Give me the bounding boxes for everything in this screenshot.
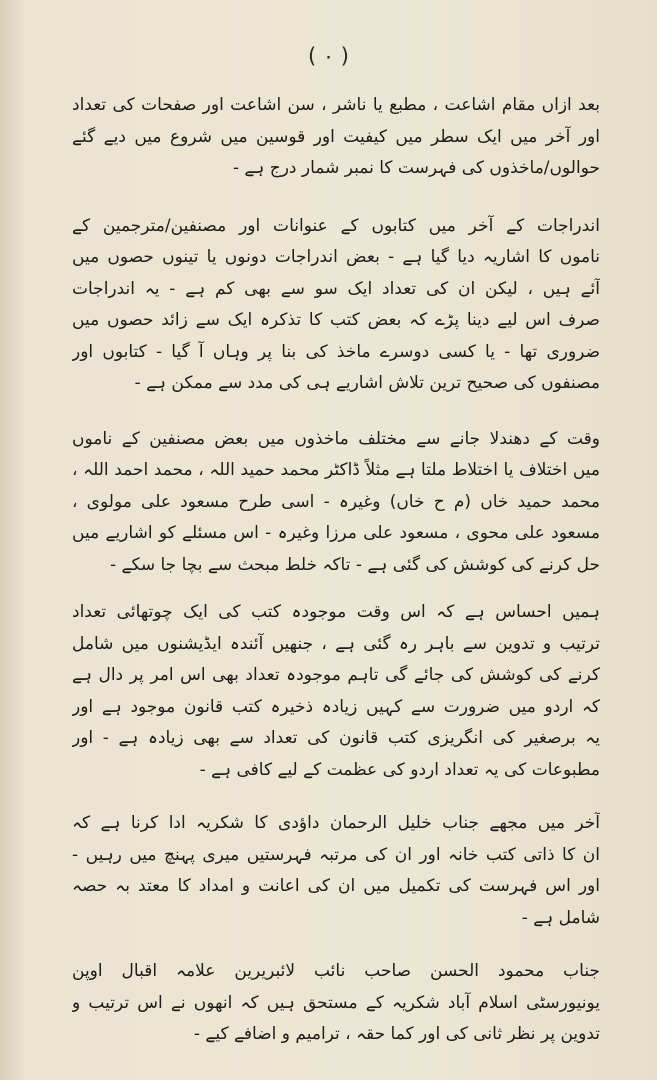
text-line: ہمیں احساس ہے کہ اس وقت موجودہ کتب کی ایک چوتھائی تعداد xyxy=(72,602,600,622)
text-line: تدوین پر نظر ثانی کی اور کما حقہ ، ترامیم و اضافے کیے - xyxy=(193,1024,600,1044)
paragraph-4 xyxy=(72,597,600,786)
text-line: ان کا ذاتی کتب خانہ اور ان کی مرتبہ فہرستیں میری پہنچ میں رہیں - xyxy=(72,844,600,865)
text-line: مطبوعات کی یہ تعداد اردو کی عظمت کے لیے کافی ہے - xyxy=(199,759,600,780)
text-line: مسعود علی محوی ، مسعود علی مرزا وغیرہ - اس مسئلے کو اشاریے میں xyxy=(72,523,600,543)
paragraph-6 xyxy=(72,956,600,1051)
text-line: حوالوں/ماخذوں کی فہرست کا نمبر شمار درج ہے - xyxy=(232,158,600,178)
text-line: ناموں کا اشاریہ دیا گیا ہے - بعض اندراجات دونوں یا تینوں حصوں میں xyxy=(72,247,600,267)
text-line: میں اختلاف یا اختلاط ملتا ہے مثلاً ڈاکٹر محمد حمید اللہ ، محمد احمد اللہ ، xyxy=(72,460,600,480)
paragraph-2 xyxy=(72,211,600,400)
text-line: ضروری تھا - یا کسی دوسرے ماخذ کی بنا پر وہاں آ گیا - کتابوں اور xyxy=(72,341,600,362)
text-line: ترتیب و تدوین سے باہر رہ گئی ہے ، جنھیں آئندہ ایڈیشنوں میں شامل xyxy=(72,633,600,654)
paragraph-3 xyxy=(72,424,600,582)
text-line: آئے ہیں ، لیکن ان کی تعداد ایک سو سے بھی کم ہے - یہ اندراجات xyxy=(72,278,600,299)
text-line: اندراجات کے آخر میں کتابوں کے عنوانات اور مصنفین/مترجمین کے xyxy=(72,215,600,236)
text-line: شامل ہے - xyxy=(521,907,600,928)
text-line: صرف اس لیے دینا پڑے کہ بعض کتب کا تذکرہ ایک سے زائد حصوں میں xyxy=(72,310,600,330)
page-number: ( ۰ ) xyxy=(307,44,349,68)
text-line: بعد ازاں مقام اشاعت ، مطبع یا ناشر ، سن اشاعت اور صفحات کی تعداد xyxy=(72,95,600,115)
text-line: اور اس فہرست کی تکمیل میں ان کی اعانت و امداد کا معتد بہ حصہ xyxy=(72,876,600,896)
text-line: آخر میں مجھے جناب خلیل الرحمان داؤدی کا شکریہ ادا کرنا ہے کہ xyxy=(72,813,600,833)
text-line: وقت کے دھندلا جانے سے مختلف ماخذوں میں بعض مصنفین کے ناموں xyxy=(72,428,600,449)
text-line: کہ اردو میں ضرورت سے کہیں زیادہ ذخیرہ کتب قانون موجود ہے اور xyxy=(72,696,600,717)
text-line: کرنے کی کوشش کی جائے گی تاہم موجودہ تعداد بھی اس امر پر دال ہے xyxy=(72,665,600,685)
text-line: یہ برصغیر کی انگریزی کتب قانون کی تعداد سے بھی زیادہ ہے - اور xyxy=(72,728,600,748)
text-line: یونیورسٹی اسلام آباد شکریہ کے مستحق ہیں کہ انھوں نے اس ترتیب و xyxy=(72,992,600,1013)
text-line: اور آخر میں ایک سطر میں کیفیت اور قوسین میں شروع میں دیے گئے xyxy=(72,126,600,147)
text-line: مصنفوں کی صحیح ترین تلاش اشاریے ہی کی مدد سے ممکن ہے - xyxy=(134,373,600,393)
text-line: حل کرنے کی کوشش کی گئی ہے - تاکہ خلط مبحث سے بچا جا سکے - xyxy=(109,554,600,575)
page-body xyxy=(72,90,600,1073)
paragraph-5 xyxy=(72,808,600,934)
text-line: محمد حمید خاں (م ح خاں) وغیرہ - اسی طرح مسعود علی مولوی ، xyxy=(72,491,600,512)
text-line: جناب محمود الحسن صاحب نائب لائبریرین علامہ اقبال اوپن xyxy=(72,961,600,981)
paragraph-1 xyxy=(72,90,600,185)
